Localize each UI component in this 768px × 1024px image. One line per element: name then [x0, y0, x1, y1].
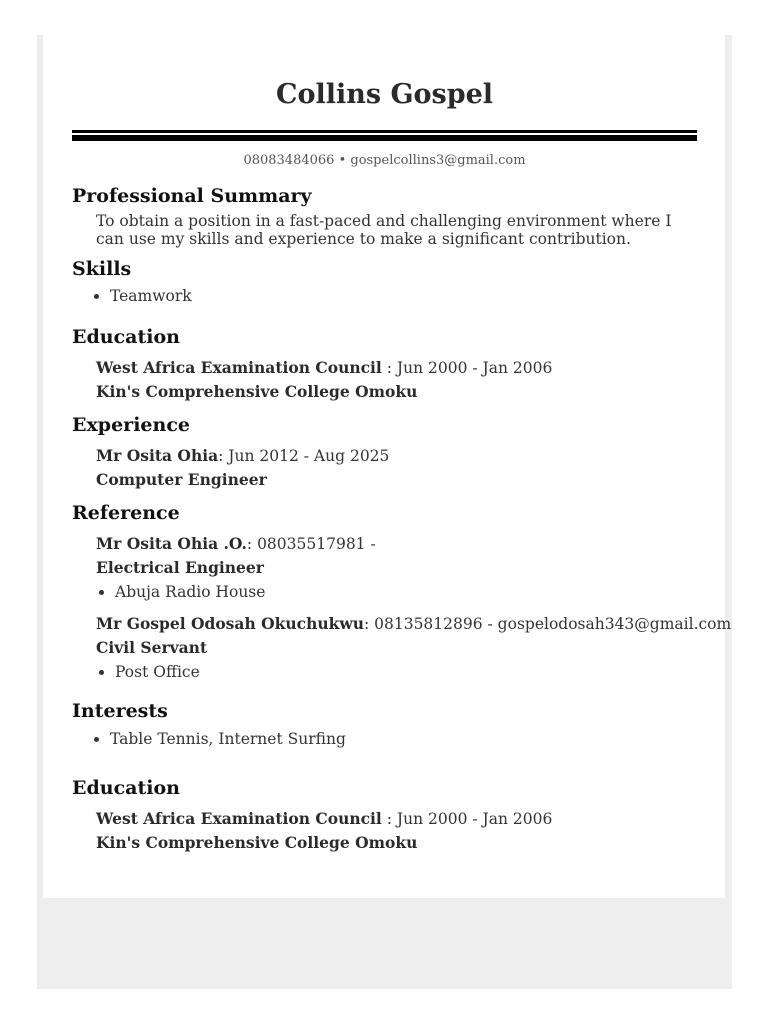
reference-details: : 08135812896 - gospelodosah343@gmail.com	[363, 615, 732, 633]
section-heading: Interests	[72, 700, 168, 722]
section-heading: Education	[72, 326, 180, 348]
reference-entry	[96, 612, 732, 636]
header-divider-thick	[72, 135, 697, 141]
experience-role-line	[96, 468, 697, 492]
reference-title: Electrical Engineer	[96, 558, 264, 577]
skill-item: • Teamwork	[110, 284, 697, 308]
section-education	[72, 325, 697, 404]
experience-entry	[96, 444, 697, 468]
resume-content	[72, 35, 732, 855]
section-heading: Experience	[72, 414, 190, 436]
section-heading: Skills	[72, 258, 132, 280]
skills-list	[72, 284, 697, 308]
education-school: Kin's Comprehensive College Omoku	[96, 382, 418, 401]
section-heading: Reference	[72, 502, 180, 524]
reference-title-line	[96, 636, 697, 660]
section-education-repeat	[72, 776, 697, 855]
section-interests	[72, 699, 697, 751]
education-institution: West Africa Examination Council	[96, 809, 382, 828]
reference-place: • Abuja Radio House	[115, 580, 697, 604]
education-dates: : Jun 2000 - Jan 2006	[381, 810, 553, 828]
education-entry	[96, 807, 697, 831]
section-heading: Professional Summary	[72, 185, 312, 207]
resume-page	[43, 35, 732, 898]
interests-list	[72, 727, 697, 751]
experience-role: Computer Engineer	[96, 470, 267, 489]
reference-details: : 08035517981 -	[246, 535, 376, 553]
section-experience	[72, 413, 697, 492]
reference-item	[72, 532, 697, 604]
education-school-line	[96, 380, 697, 404]
reference-title-line	[96, 556, 697, 580]
reference-name: Mr Osita Ohia .O.	[96, 534, 247, 553]
education-dates: : Jun 2000 - Jan 2006	[381, 359, 553, 377]
section-skills	[72, 257, 697, 308]
education-school: Kin's Comprehensive College Omoku	[96, 833, 418, 852]
education-entry	[96, 356, 697, 380]
interest-item: • Table Tennis, Internet Surfing	[110, 727, 697, 751]
section-professional-summary	[72, 184, 697, 248]
reference-place-list	[72, 660, 697, 684]
resume-name: Collins Gospel	[275, 79, 494, 110]
education-school-line	[96, 831, 697, 855]
education-institution: West Africa Examination Council	[96, 358, 382, 377]
reference-name: Mr Gospel Odosah Okuchukwu	[96, 614, 364, 633]
experience-dates: : Jun 2012 - Aug 2025	[218, 447, 390, 465]
contact-line: 08083484066 • gospelcollins3@gmail.com	[243, 153, 526, 168]
reference-title: Civil Servant	[96, 638, 208, 657]
reference-item	[72, 612, 732, 684]
header-divider-thin	[72, 130, 697, 133]
section-heading: Education	[72, 777, 180, 799]
section-reference	[72, 501, 732, 684]
summary-text: To obtain a position in a fast-paced and challenging environment where I can use my skills and experience to make a significant contribution.	[96, 212, 672, 248]
reference-place: • Post Office	[115, 660, 697, 684]
reference-place-list	[72, 580, 697, 604]
reference-entry	[96, 532, 697, 556]
document-viewer	[37, 35, 732, 989]
experience-employer: Mr Osita Ohia	[96, 446, 219, 465]
